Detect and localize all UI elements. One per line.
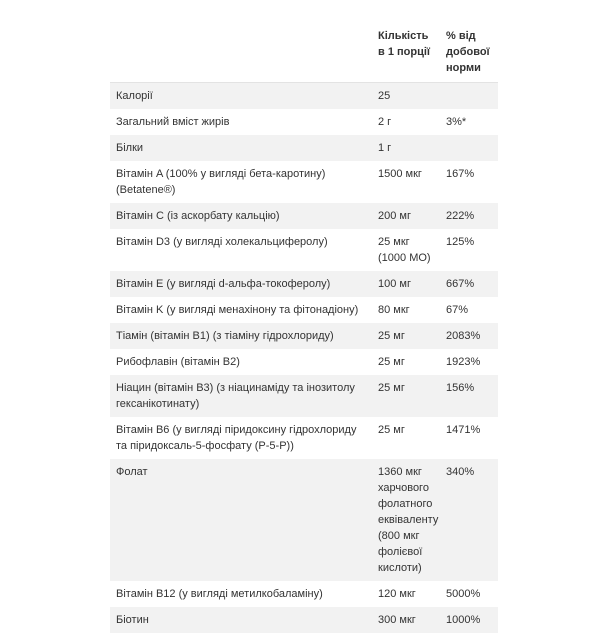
nutrient-name-cell: Загальний вміст жирів [116, 116, 230, 128]
daily-value-cell: 167% [446, 168, 475, 180]
table-row [110, 161, 498, 203]
amount-cell: 25 [378, 90, 391, 102]
table-row [110, 607, 498, 633]
header-amount-per-serving: Кількість в 1 порції [378, 30, 430, 58]
amount-cell: 80 мкг [378, 304, 410, 316]
nutrient-name-cell: Рибофлавін (вітамін B2) [116, 356, 240, 368]
amount-cell: 2 г [378, 116, 392, 128]
daily-value-cell: 156% [446, 382, 475, 394]
table-row [110, 83, 498, 109]
table-row [110, 229, 498, 271]
amount-cell: 25 мг [378, 382, 405, 394]
amount-cell: 25 мг [378, 424, 405, 436]
daily-value-cell: 67% [446, 304, 469, 316]
daily-value-cell: 340% [446, 466, 475, 478]
nutrient-name-cell: Білки [116, 142, 144, 154]
nutrient-name-cell: Вітамін K (у вигляді менахінону та фітонадіону) [116, 304, 359, 316]
daily-value-cell [440, 140, 498, 156]
amount-cell: 25 мкг (1000 МО) [378, 236, 431, 264]
table-row [110, 417, 498, 459]
daily-value-cell [440, 88, 498, 104]
header-daily-value: % від добової норми [446, 30, 490, 74]
nutrition-facts-table [110, 28, 498, 633]
daily-value-cell: 2083% [446, 330, 481, 342]
daily-value-cell: 222% [446, 210, 475, 222]
table-row [110, 349, 498, 375]
daily-value-cell: 1471% [446, 424, 481, 436]
amount-cell: 1500 мкг [378, 168, 422, 180]
table-row [110, 135, 498, 161]
table-header-row [110, 28, 498, 83]
daily-value-cell: 125% [446, 236, 475, 248]
amount-cell: 200 мг [378, 210, 411, 222]
daily-value-cell: 5000% [446, 588, 481, 600]
nutrient-name-cell: Ніацин (вітамін B3) (з ніацинаміду та інозитолу гексанікотинату) [116, 382, 355, 410]
daily-value-cell: 1000% [446, 614, 481, 626]
amount-cell: 1360 мкг харчового фолатного еквіваленту (800 мкг фолієвої кислоти) [378, 466, 439, 574]
header-name-cell [110, 28, 372, 76]
amount-cell: 25 мг [378, 356, 405, 368]
table-row [110, 459, 498, 581]
amount-cell: 120 мкг [378, 588, 416, 600]
amount-cell: 100 мг [378, 278, 411, 290]
nutrient-name-cell: Вітамін D3 (у вигляді холекальциферолу) [116, 236, 328, 248]
amount-cell: 1 г [378, 142, 392, 154]
nutrient-name-cell: Калорії [116, 90, 153, 102]
amount-cell: 25 мг [378, 330, 405, 342]
table-row [110, 323, 498, 349]
nutrient-name-cell: Біотин [116, 614, 149, 626]
amount-cell: 300 мкг [378, 614, 416, 626]
nutrient-name-cell: Вітамін B12 (у вигляді метилкобаламіну) [116, 588, 323, 600]
table-row [110, 375, 498, 417]
daily-value-cell: 667% [446, 278, 475, 290]
table-row [110, 581, 498, 607]
table-body [110, 83, 498, 633]
nutrient-name-cell: Вітамін E (у вигляді d-альфа-токоферолу) [116, 278, 331, 290]
daily-value-cell: 1923% [446, 356, 481, 368]
nutrient-name-cell: Вітамін B6 (у вигляді піридоксину гідрохлориду та піридоксаль-5-фосфату (P-5-P)) [116, 424, 357, 452]
nutrient-name-cell: Вітамін A (100% у вигляді бета-каротину) (Betatene®) [116, 168, 326, 196]
table-row [110, 271, 498, 297]
table-row [110, 109, 498, 135]
nutrient-name-cell: Фолат [116, 466, 148, 478]
nutrient-name-cell: Тіамін (вітамін B1) (з тіаміну гідрохлориду) [116, 330, 334, 342]
daily-value-cell: 3%* [446, 116, 467, 128]
nutrient-name-cell: Вітамін C (із аскорбату кальцію) [116, 210, 280, 222]
table-row [110, 297, 498, 323]
table-row [110, 203, 498, 229]
